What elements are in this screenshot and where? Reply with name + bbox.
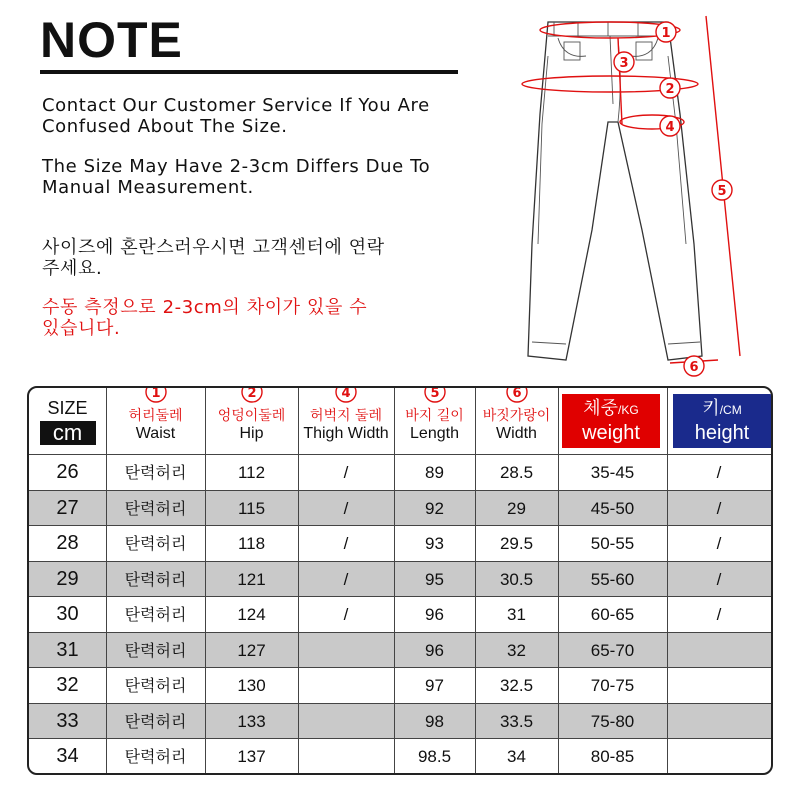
height-header [673,394,771,448]
hip-korean: 엉덩이둘레 [217,408,286,424]
size-cell: 27 [56,496,79,519]
row-divider [29,490,771,491]
length-cell: 98.5 [417,747,452,766]
table-row [29,739,771,774]
length-cell: 96 [425,640,444,660]
width-cell: 30.5 [499,569,534,589]
marker-4-icon [335,386,357,403]
marker-4 [660,116,680,136]
height-cell [667,704,771,739]
width-header [475,388,558,454]
hip-cell: 137 [237,747,266,766]
table-row [29,704,771,739]
width-cell: 29.5 [499,534,534,553]
weight-cell: 45-50 [590,498,635,518]
table-row [29,455,771,490]
size-label: SIZE [47,398,88,418]
weight-cell: 60-65 [590,605,635,624]
note-measurement-difference: The Size May Have 2-3cm Differs Due To Manual Measurement. [42,156,431,198]
hip-cell: 121 [237,569,266,589]
width-english: Width [496,425,537,442]
weight-cell: 55-60 [590,569,635,589]
width-korean: 바짓가랑이 [482,408,551,424]
title-underline [40,70,458,74]
svg-text:6: 6 [689,360,699,375]
table-row [29,562,771,597]
svg-text:5: 5 [717,184,727,199]
svg-text:1: 1 [661,26,671,41]
weight-korean: 체중 [583,398,619,419]
svg-text:1: 1 [150,386,161,401]
size-cell: 31 [56,638,79,661]
marker-5-icon [424,386,446,403]
waist-cell: 탄력허리 [124,498,187,518]
size-cell: 29 [56,567,79,590]
marker-2 [660,78,680,98]
waist-cell: 탄력허리 [124,676,187,695]
thigh-cell [298,704,394,739]
thigh-cell: / [343,534,349,553]
svg-text:4: 4 [341,386,351,401]
waist-english: Waist [135,425,176,442]
jeans-outline [528,22,702,360]
size-chart-table [27,386,773,775]
length-english: Length [410,425,459,442]
svg-text:2: 2 [246,386,257,401]
thigh-cell: / [343,498,349,518]
svg-text:4: 4 [665,120,675,135]
thigh-cell [298,739,394,774]
height-cell: / [716,498,722,518]
length-cell: 96 [425,605,444,624]
page-title: NOTE [40,12,183,68]
row-divider [29,774,771,775]
row-divider [29,632,771,633]
thigh-cell: / [343,569,349,589]
length-korean: 바지 길이 [405,408,464,424]
row-divider [29,667,771,668]
thigh-cell: / [343,463,349,482]
row-divider [29,525,771,526]
weight-cell: 35-45 [590,463,635,482]
weight-english: weight [582,422,640,444]
marker-1-icon [145,386,167,403]
marker-6-icon [506,386,528,403]
waist-cell: 탄력허리 [124,711,187,731]
width-cell: 34 [507,747,526,766]
hip-cell: 112 [237,463,266,482]
width-cell: 31 [507,605,526,624]
height-english: height [694,422,750,444]
note-contact-service-korean: 사이즈에 혼란스러우시면 고객센터에 연락 주세요. [42,237,385,279]
weight-cell: 80-85 [590,747,635,766]
height-cell [667,668,771,703]
marker-1 [656,22,676,42]
marker-2-icon [241,386,263,403]
height-unit: /CM [719,403,742,417]
svg-text:6: 6 [511,386,522,401]
weight-cell: 50-55 [590,534,635,553]
waist-cell: 탄력허리 [124,605,187,624]
height-cell: / [716,569,722,589]
size-cell: 30 [56,603,79,625]
table-row [29,633,771,668]
table-row [29,491,771,526]
svg-text:2: 2 [665,82,675,97]
note-contact-service: Contact Our Customer Service If You Are Confused About The Size. [42,95,430,137]
waist-header [106,388,205,454]
row-divider [29,738,771,739]
waist-cell: 탄력허리 [124,463,187,482]
length-cell: 89 [425,463,444,482]
jeans-measurement-diagram [518,4,758,384]
marker-6 [684,356,704,376]
width-cell: 32 [507,640,526,660]
weight-cell: 75-80 [590,711,635,731]
thigh-korean: 허벅지 둘레 [309,408,383,424]
hip-cell: 133 [237,711,266,731]
length-cell: 93 [425,534,444,553]
height-cell: / [716,605,722,624]
hip-header [205,388,298,454]
thigh-header [298,388,394,454]
size-cell: 28 [56,532,79,554]
table-row [29,668,771,703]
length-cell: 95 [425,569,444,589]
width-cell: 33.5 [499,711,534,731]
width-cell: 28.5 [499,463,534,482]
svg-text:3: 3 [619,56,629,71]
svg-text:5: 5 [429,386,440,401]
marker-3 [614,52,634,72]
table-row [29,526,771,561]
hip-english: Hip [239,425,264,442]
row-divider [29,596,771,597]
row-divider [29,561,771,562]
size-cell: 34 [56,745,79,767]
waist-cell: 탄력허리 [124,534,187,553]
height-cell [667,739,771,774]
size-cell: 33 [56,709,79,732]
hip-cell: 115 [237,498,266,518]
thigh-cell [298,633,394,668]
hip-cell: 118 [237,534,266,553]
note-measurement-difference-korean: 수동 측정으로 2-3cm의 차이가 있을 수 있습니다. [42,297,368,339]
size-header [29,388,106,454]
weight-cell: 65-70 [590,640,635,660]
weight-header [562,394,660,448]
row-divider [29,454,771,455]
height-cell: / [716,534,722,553]
waist-cell: 탄력허리 [124,747,187,766]
height-cell [667,633,771,668]
weight-unit: /KG [618,403,639,417]
row-divider [29,703,771,704]
size-cell: 32 [56,674,79,696]
weight-cell: 70-75 [590,676,635,695]
waist-cell: 탄력허리 [124,640,187,660]
height-korean: 키 [702,398,720,419]
marker-5 [712,180,732,200]
width-cell: 29 [507,498,526,518]
waist-cell: 탄력허리 [124,569,187,589]
waist-korean: 허리둘레 [128,408,183,424]
hip-cell: 130 [237,676,266,695]
thigh-english: Thigh Width [303,425,389,442]
thigh-cell [298,668,394,703]
table-row [29,597,771,632]
unit-label: cm [40,421,96,445]
size-cell: 26 [56,461,79,483]
length-cell: 98 [425,711,444,731]
length-cell: 97 [425,676,444,695]
width-cell: 32.5 [499,676,534,695]
hip-cell: 124 [237,605,266,624]
height-cell: / [716,463,722,482]
thigh-cell: / [343,605,349,624]
hip-cell: 127 [237,640,266,660]
length-header [394,388,475,454]
length-cell: 92 [425,498,444,518]
